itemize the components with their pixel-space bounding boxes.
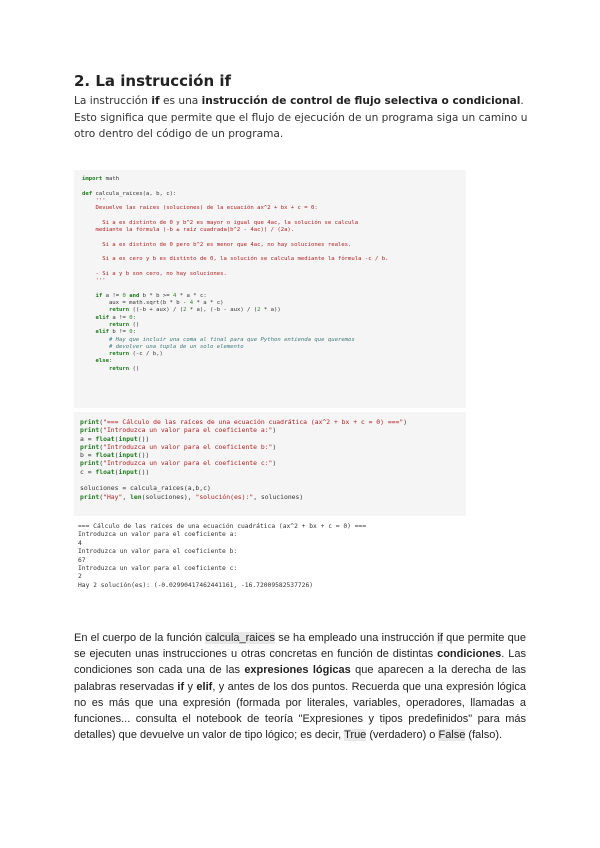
false-highlight: False bbox=[438, 729, 466, 742]
code-line: print("Introduzca un valor para el coeficiente b:") bbox=[80, 442, 277, 451]
output-line: 2 bbox=[78, 573, 82, 581]
true-highlight: True bbox=[344, 729, 367, 742]
code-line: def calcula_raices(a, b, c): bbox=[82, 190, 177, 197]
output-line: Introduzca un valor para el coeficiente a: bbox=[78, 531, 238, 539]
expresiones-logicas-bold: expresiones lógicas bbox=[244, 664, 351, 677]
code-line: # devolver una tupla de un solo elemento bbox=[82, 343, 244, 350]
code-cell-function[interactable] bbox=[74, 170, 466, 408]
code-line: Devuelve las raices (soluciones) de la ecuación ax^2 + bx + c = 0: bbox=[82, 205, 318, 212]
code-line bbox=[82, 264, 458, 271]
code-line: c = float(input()) bbox=[80, 467, 150, 476]
code-line: # Hay que incluir una coma al final para que Python entienda que queremos bbox=[82, 336, 355, 343]
code-line: print("=== Cálculo de las raíces de una ecuación cuadrática (ax^2 + bx + c = 0) ===") bbox=[80, 418, 408, 426]
body-text-3: que permite que se ejecuten unas instrucciones u otras concretas en función de distintas bbox=[74, 632, 526, 661]
body-text-1: En el cuerpo de la función bbox=[74, 632, 206, 644]
elif-bold: elif bbox=[196, 680, 213, 693]
code-line: import math bbox=[82, 176, 120, 182]
code-line: else: bbox=[95, 358, 113, 365]
body-text-9: (falso). bbox=[465, 729, 503, 742]
code-line: return () bbox=[108, 365, 140, 372]
code-line: return (-c / b,) bbox=[108, 351, 163, 358]
code-line: - Si a y b son cero, no hay soluciones. bbox=[82, 270, 227, 277]
section-title: 2. La instrucción if bbox=[74, 72, 232, 90]
code-line: if a != 0 and b * b >= 4 * a * c: bbox=[95, 292, 207, 299]
intro-text-2: es una bbox=[159, 95, 202, 107]
code-line: aux = math.sqrt(b * b - 4 * a * c) bbox=[82, 300, 224, 307]
code-line: return ((-b + aux) / (2 * a), (-b - aux) / (2 * a)) bbox=[108, 307, 281, 314]
code-line: mediante la fórmula (-b ± raíz cuadrada(b^2 - 4ac)) / (2a). bbox=[82, 227, 295, 234]
code-line: return () bbox=[108, 321, 140, 328]
output-line: 67 bbox=[78, 556, 86, 564]
output-line: Introduzca un valor para el coeficiente b: bbox=[78, 548, 238, 556]
code-line: soluciones = calcula_raices(a,b,c) bbox=[80, 484, 211, 493]
code-line bbox=[82, 234, 458, 241]
if-keyword-highlight: if bbox=[437, 632, 443, 644]
body-text-6: y bbox=[184, 680, 197, 693]
body-text-8: (verdadero) o bbox=[366, 729, 439, 742]
intro-text-3: . Esto significa que permite que el flujo de ejecución de un programa siga un camino u otro dentro del código de un programa. bbox=[74, 95, 528, 140]
code-line: elif a != 0: bbox=[95, 314, 136, 321]
body-text-4: . Las condiciones son cada una de las bbox=[74, 648, 526, 677]
cell-output bbox=[74, 521, 466, 603]
code-line: print("Hay", len(soluciones), "solución(es):", soluciones) bbox=[80, 492, 304, 501]
code-cell-main[interactable] bbox=[74, 412, 466, 516]
code-line: Si a es distinto de 0 pero b^2 es menor que 4ac, no hay soluciones reales. bbox=[82, 241, 352, 248]
body-text-7: , y antes de los dos puntos. Recuerda que una expresión lógica no es más que una expresión (formada por literales, variables, operadores, llamadas a funciones... consulta el notebook de teoría "Expresiones y tipos predefinidos" para más detalles) que devuelve un valor de tipo lógico; es decir, bbox=[74, 680, 526, 742]
code-line: ''' bbox=[82, 278, 106, 285]
code-line: print("Introduzca un valor para el coeficiente c:") bbox=[80, 459, 277, 468]
intro-if-keyword: if bbox=[151, 95, 160, 107]
if-bold: if bbox=[177, 680, 185, 693]
code-line bbox=[80, 476, 460, 484]
code-line: Si a es cero y b es distinto de 0, la solución se calcula mediante la fórmula -c / b. bbox=[82, 256, 389, 263]
output-line: Introduzca un valor para el coeficiente c: bbox=[78, 565, 238, 573]
intro-paragraph bbox=[74, 93, 534, 143]
output-line: Hay 2 solución(es): (-0.02990417462441161, -16.72009582537726) bbox=[78, 581, 314, 589]
function-name-highlight: calcula_raices bbox=[205, 632, 275, 644]
code-line bbox=[82, 212, 458, 219]
intro-bold-definition: instrucción de control de flujo selectiva o condicional bbox=[201, 95, 521, 107]
code-line: elif b != 0: bbox=[95, 329, 136, 336]
code-line: print("Introduzca un valor para el coeficiente a:") bbox=[80, 426, 277, 435]
code-line: Si a es distinto de 0 y b^2 es mayor o igual que 4ac, la solución se calcula bbox=[82, 219, 359, 226]
code-line: b = float(input()) bbox=[80, 451, 150, 460]
code-line bbox=[82, 183, 458, 190]
condiciones-bold: condiciones bbox=[437, 648, 502, 661]
body-text-2: se ha empleado una instrucción bbox=[274, 632, 438, 644]
output-line: === Cálculo de las raíces de una ecuación cuadrática (ax^2 + bx + c = 0) === bbox=[78, 523, 367, 530]
body-paragraph bbox=[74, 630, 526, 743]
body-text-5: que aparecen a la derecha de las palabras reservadas bbox=[74, 664, 526, 693]
output-line: 4 bbox=[78, 539, 82, 547]
code-line: a = float(input()) bbox=[80, 434, 150, 443]
code-line: ''' bbox=[82, 197, 106, 204]
code-line bbox=[82, 285, 458, 292]
intro-text-1: La instrucción bbox=[74, 95, 152, 107]
